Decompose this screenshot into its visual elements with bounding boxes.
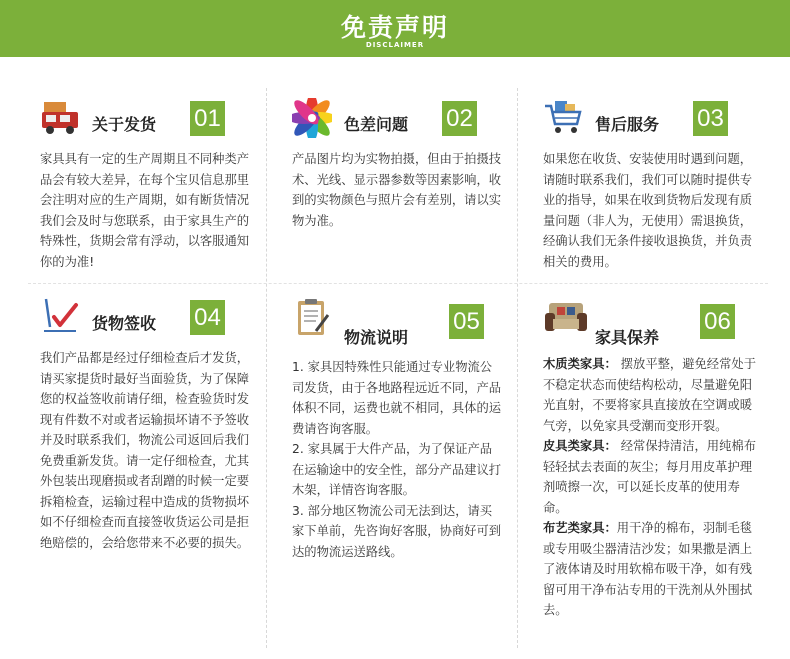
card-title: 货物签收 [92, 314, 157, 333]
card-number-badge: 05 [449, 304, 484, 339]
care-section-leather [543, 436, 758, 518]
card-after-sales [543, 98, 778, 278]
color-wheel-icon [292, 98, 332, 138]
delivery-truck-icon [40, 98, 80, 138]
card-body: 我们产品都是经过仔细检查后才发货，请买家提货时最好当面验货，为了保障您的权益签收前请仔细，检查验货时发现有件数不对或者运输损坏请不予签收并及时联系我们，物流公司返回后我们免费重新发货。请一定仔细检查，尤其外包装出现磨损或者刮蹭的时候一定要拆箱检查，运输过程中造成的货物损坏如不仔细检查而直接签收货运公司是拒绝赔偿的，会给您带来不必要的损失。 [40, 351, 250, 550]
disclaimer-banner [0, 0, 790, 57]
checkmark-pen-icon [40, 297, 80, 337]
card-body: 如果您在收货、安装使用时遇到问题，请随时联系我们，我们可以随时提供专业的指导，如果在收到货物后发现有质量问题（非人为，无使用）需退换货，经确认我们无条件接收退换货，并负责相关的费用。 [543, 152, 753, 269]
card-title: 关于发货 [92, 115, 157, 134]
care-label: 木质类家具： [543, 357, 617, 371]
card-number-badge: 04 [190, 300, 225, 335]
card-color-difference [292, 98, 527, 278]
card-title: 售后服务 [595, 115, 660, 134]
card-number-badge: 06 [700, 304, 735, 339]
card-body: 家具具有一定的生产周期且不同种类产品会有较大差异，在每个宝贝信息那里会注明对应的生产周期，如有断货情况我们会及时与您联系，由于家具生产的特殊性，货期会常有浮动，以客服通知你的为准! [40, 152, 250, 269]
card-body [543, 354, 758, 621]
care-section-fabric [543, 518, 758, 621]
care-section-wood [543, 354, 758, 436]
card-title: 物流说明 [344, 328, 409, 347]
care-text: 摆放平整，避免经常处于不稳定状态而使结构松动，尽量避免阳光直射，不要将家具直接放在空调或暖气旁，以免家具受潮而变形开裂。 [543, 357, 756, 433]
card-number-badge: 02 [442, 101, 477, 136]
logistics-item: 3. 部分地区物流公司无法到达，请买家下单前，先咨询好客服，协商好可到达的物流运送路线。 [292, 503, 502, 559]
card-title: 色差问题 [344, 115, 409, 134]
sofa-icon [543, 297, 589, 337]
logistics-item: 2. 家具属于大件产品，为了保证产品在运输途中的安全性，部分产品建议打木架，详情咨询客服。 [292, 442, 502, 497]
card-body [292, 357, 502, 562]
care-text: 用干净的棉布，羽制毛毯或专用吸尘器清洁沙发；如果撒是洒上了液体请及时用软棉布吸干净，如有残留可用干净布沾专用的干洗剂从外围拭去。 [543, 521, 753, 617]
logistics-item: 1. 家具因特殊性只能通过专业物流公司发货，由于各地路程远近不同，产品体积不同，运费也就不相同，具体的运费请咨询客服。 [292, 360, 502, 436]
card-shipping [40, 98, 275, 278]
card-title: 家具保养 [595, 328, 660, 347]
card-logistics [292, 297, 527, 647]
care-label: 皮具类家具： [543, 439, 617, 453]
card-sign-for-goods [40, 297, 275, 647]
page-subtitle: DISCLAIMER [365, 41, 425, 49]
clipboard-icon [292, 297, 332, 337]
care-label: 布艺类家具： [543, 521, 617, 535]
shopping-cart-icon [543, 98, 583, 138]
card-body: 产品图片均为实物拍摄，但由于拍摄技术、光线、显示器参数等因素影响，收到的实物颜色与照片会有差别，请以实物为准。 [292, 152, 502, 228]
care-text: 经常保持清洁，用纯棉布轻轻拭去表面的灰尘；每月用皮革护理剂喷擦一次，可以延长皮革的使用寿命。 [543, 439, 756, 515]
card-number-badge: 03 [693, 101, 728, 136]
page-title: 免责声明 [340, 13, 449, 42]
card-number-badge: 01 [190, 101, 225, 136]
card-furniture-care [543, 297, 778, 647]
row-divider [28, 283, 768, 284]
